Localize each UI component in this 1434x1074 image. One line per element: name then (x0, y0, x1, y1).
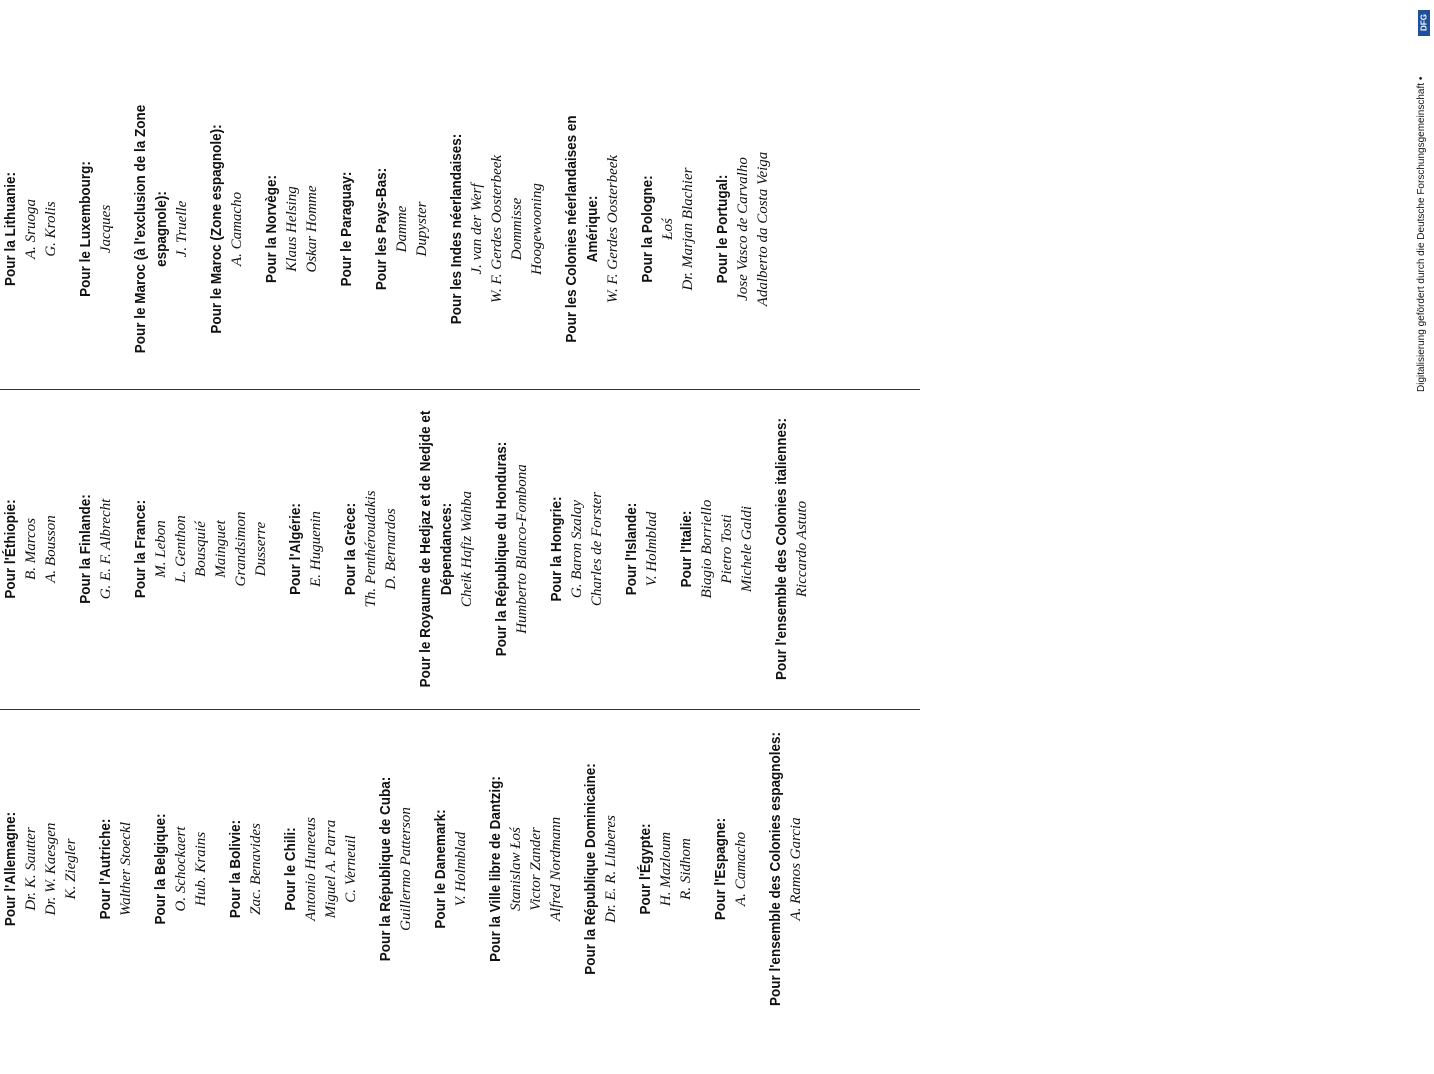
signer-name: Dr. Marjan Blachier (680, 167, 696, 291)
signer-name: Dr. E. R. Lluberes (603, 815, 619, 923)
signatory-group (0, 394, 61, 704)
signatory-group (130, 74, 192, 384)
signatory-group (280, 714, 361, 1024)
signer-name: Damme (394, 205, 410, 253)
signer-name: A. Camacho (733, 831, 749, 907)
country-heading: Pour le Maroc (Zone espagnole): (208, 124, 225, 334)
signer-name: Humberto Blanco-Fombona (514, 464, 530, 634)
country-heading: Pour le Danemark: (432, 809, 449, 929)
signatory-group (546, 394, 607, 704)
signer-name: A. Camacho (229, 191, 245, 267)
country-heading: Pour la République Dominicaine: (582, 763, 599, 975)
signer-name: Zac. Benavides (248, 823, 264, 915)
signatory-group (261, 74, 322, 384)
country-heading: Pour les Colonies néerlandaises en Amérique: (563, 115, 601, 343)
signer-name: Michele Galdi (739, 505, 755, 593)
signer-name: Guillermo Patterson (398, 807, 414, 931)
signer-name: G. Krolis (43, 201, 59, 257)
digitization-credit-text: Digitalisierung gefördert durch die Deutsche Forschungsgemeinschaft • (1416, 76, 1427, 392)
signatory-group (637, 74, 698, 384)
signatory-column-2 (0, 394, 826, 704)
country-heading: Pour le Chili: (282, 827, 299, 911)
signer-name: Biagio Borriello (699, 499, 715, 599)
country-heading: Pour l'Algérie: (287, 503, 304, 595)
country-heading: Pour les Indes néerlandaises: (448, 133, 465, 325)
signer-name: L. Genthon (173, 515, 189, 583)
signer-name: E. Huguenin (308, 511, 324, 587)
signatory-group (375, 714, 416, 1024)
signer-name: Dommisse (509, 197, 525, 261)
signer-name: Antonio Huneeus (303, 817, 319, 921)
signatory-group (580, 714, 621, 1024)
signer-name: Adalberto da Costa Veiga (755, 151, 771, 307)
signatory-group (0, 74, 61, 384)
country-heading: Pour la Hongrie: (548, 496, 565, 602)
country-heading: Pour l'Islande: (623, 502, 640, 596)
country-heading: Pour la Belgique: (152, 813, 169, 925)
signatory-group (0, 714, 81, 1024)
signatory-group (225, 714, 266, 1024)
signatory-group (771, 394, 812, 704)
signer-name: G. E. F. Albrecht (98, 498, 114, 600)
signer-name: Oskar Homme (304, 185, 320, 273)
signer-name: C. Verneuil (343, 835, 359, 903)
signer-name: D. Bernardos (383, 508, 399, 590)
signer-name: V. Holmblad (644, 511, 660, 587)
signatory-group (75, 394, 116, 704)
country-heading: Pour l'Égypte: (637, 823, 654, 915)
signatory-group (150, 714, 211, 1024)
signer-name: O. Schockaert (173, 826, 189, 912)
signer-name: Mainguet (213, 520, 229, 578)
signer-name: Riccardo Astuto (794, 500, 810, 598)
document-page (0, 74, 1074, 1074)
signer-name: Stanislaw Łoś (508, 827, 524, 911)
country-heading: Pour l'Éthiopie: (2, 499, 19, 599)
signer-name: Cheik Hafiz Wahba (459, 490, 475, 608)
signer-name: B. Marcos (23, 518, 39, 580)
signer-name: Th. Penthéroudakis (363, 490, 379, 608)
country-heading: Pour l'Espagne: (712, 817, 729, 921)
country-heading: Pour le Paraguay: (338, 171, 355, 287)
country-heading: Pour l'ensemble des Colonies italiennes: (773, 417, 790, 681)
signer-name: Alfred Nordmann (548, 816, 564, 922)
country-heading: Pour le Portugal: (714, 174, 731, 284)
country-heading: Pour le Luxembourg: (77, 161, 94, 297)
country-heading: Pour l'Allemagne: (2, 811, 19, 927)
country-heading: Pour la France: (132, 499, 149, 599)
signatory-group (285, 394, 326, 704)
signer-name: Charles de Forster (589, 491, 605, 607)
signer-name: Łoś (660, 218, 676, 240)
signer-name: A. Ramos Garcia (788, 817, 804, 921)
signatory-group (371, 74, 432, 384)
country-heading: Pour l'Italie: (678, 510, 695, 588)
signatory-group (712, 74, 773, 384)
signer-name: Dr. K. Sautter (23, 827, 39, 911)
country-heading: Pour la Bolivie: (227, 819, 244, 919)
signer-name: Pietro Tosti (719, 514, 735, 584)
country-heading: Pour la Pologne: (639, 175, 656, 283)
country-heading: Pour la Norvège: (263, 174, 280, 284)
signatory-group (635, 714, 696, 1024)
signatory-group (415, 394, 477, 704)
country-heading: Pour la Ville libre de Dantzig: (487, 776, 504, 962)
column-divider (0, 709, 920, 710)
digitization-credit (1416, 12, 1430, 392)
signatory-column-3 (0, 74, 787, 384)
signer-name: Dr. W. Kaesgen (43, 822, 59, 916)
signer-name: R. Sidhom (678, 838, 694, 900)
signer-name: Jose Vasco de Carvalho (735, 157, 751, 301)
signer-name: J. van der Werf (469, 183, 485, 275)
signatory-group (491, 394, 532, 704)
signatory-group (710, 714, 751, 1024)
signatory-group (765, 714, 806, 1024)
signer-name: Miguel A. Parra (323, 819, 339, 919)
signer-name: A. Bousson (43, 515, 59, 583)
signer-name: Dupyster (414, 201, 430, 257)
signatory-group (130, 394, 271, 704)
signatory-group (206, 74, 247, 384)
signer-name: W. F. Gerdes Oosterbeek (605, 154, 621, 304)
signatory-group (446, 74, 547, 384)
country-heading: Pour l'Autriche: (97, 818, 114, 920)
signer-name: G. Baron Szalay (569, 499, 585, 599)
country-heading: Pour la Finlande: (77, 494, 94, 604)
signatory-column-1 (0, 714, 820, 1024)
signer-name: Klaus Helsing (284, 186, 300, 272)
country-heading: Pour les Pays-Bas: (373, 167, 390, 291)
dfg-logo-icon: DFG (1418, 10, 1430, 36)
country-heading: Pour la République du Honduras: (493, 441, 510, 657)
signatory-group (75, 74, 116, 384)
signatory-group (430, 714, 471, 1024)
country-heading: Pour la République de Cuba: (377, 776, 394, 962)
signer-name: Grandsimon (233, 511, 249, 587)
signer-name: Walther Stoeckl (118, 822, 134, 917)
signer-name: W. F. Gerdes Oosterbeek (489, 154, 505, 304)
signatory-group (95, 714, 136, 1024)
country-heading: Pour le Maroc (à l'exclusion de la Zone espagnole): (132, 104, 170, 354)
signatory-group (336, 74, 357, 384)
signatory-group (485, 714, 566, 1024)
signer-name: Victor Zander (528, 827, 544, 911)
signatory-group (561, 74, 623, 384)
signer-name: Jacques (98, 204, 114, 254)
signer-name: Hoogewooning (529, 183, 545, 275)
signatory-group (621, 394, 662, 704)
signer-name: M. Lebon (153, 520, 169, 578)
signer-name: Bousquié (193, 521, 209, 577)
country-heading: Pour l'ensemble des Colonies espagnoles: (767, 731, 784, 1007)
signatory-group (676, 394, 757, 704)
signer-name: H. Mazloum (658, 831, 674, 907)
country-heading: Pour la Lithuanie: (2, 171, 19, 287)
signer-name: J. Truelle (174, 200, 190, 258)
country-heading: Pour le Royaume de Hedjaz et de Nedjde et Dépendances: (417, 410, 455, 688)
signatory-group (340, 394, 401, 704)
signer-name: A. Sruoga (23, 199, 39, 259)
column-divider (0, 389, 920, 390)
signer-name: V. Holmblad (453, 831, 469, 907)
signer-name: K. Ziegler (63, 838, 79, 900)
signer-name: Hub. Krains (193, 831, 209, 907)
signer-name: Dusserre (253, 521, 269, 577)
country-heading: Pour la Grèce: (342, 502, 359, 596)
